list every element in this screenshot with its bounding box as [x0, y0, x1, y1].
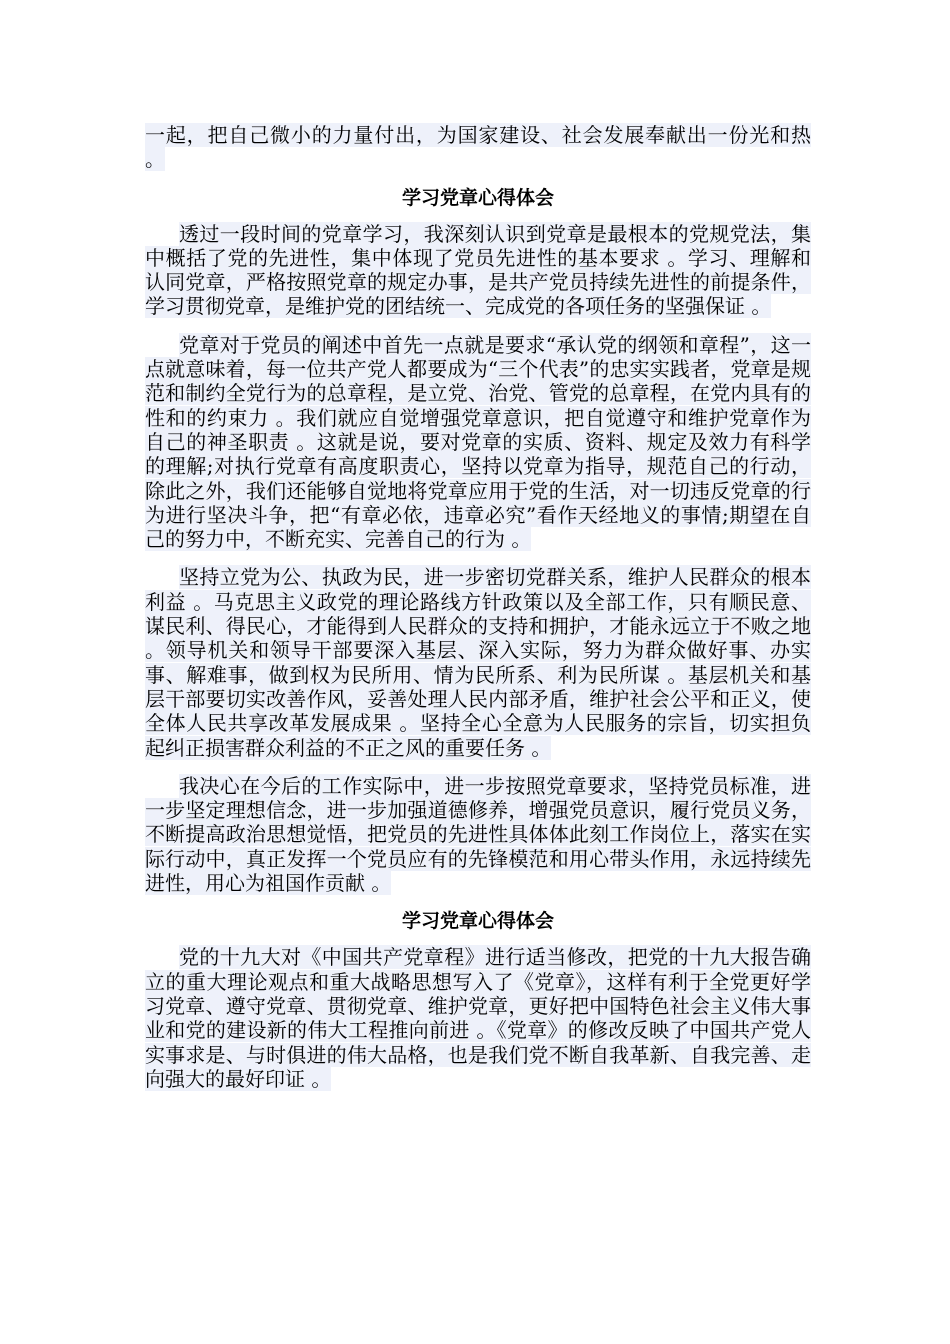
intro-paragraph — [145, 123, 811, 172]
paragraph-text: 党的十九大对《中国共产党章程》进行适当修改，把党的十九大报告确立的重大理论观点和重大战略思想写入了《党章》，这样有利于全党更好学习党章、遵守党章、贯彻党章、维护党章，更好把中国特色社会主义伟大事业和党的建设新的伟大工程推向前进 。《党章》的修改反映了中国共产党人实事求是、与时俱进的伟大品格，也是我们党不断自我革新、自我完善、走向强大的最好印证 。 — [145, 945, 811, 1091]
paragraph-text: 坚持立党为公、执政为民，进一步密切党群关系，维护人民群众的根本利益 。马克思主义政党的理论路线方针政策以及全部工作，只有顺民意、谋民利、得民心，才能得到人民群众的支持和拥护，才能永远立于不败之地 。领导机关和领导干部要深入基层、深入实际，努力为群众做好事、办实事、解难事，做到权为民所用、情为民所系、利为民所谋 。基层机关和基层干部要切实改善作风，妥善处理人民内部矛盾，维护社会公平和正义，使全体人民共享改革发展成果 。坚持全心全意为人民服务的宗旨，切实担负起纠正损害群众利益的不正之风的重要任务 。 — [145, 565, 811, 760]
document-page — [145, 123, 811, 1105]
section1-paragraph-4 — [145, 774, 811, 895]
section-heading-1: 学习党章心得体会 — [401, 186, 554, 209]
section1-paragraph-2 — [145, 333, 811, 552]
intro-paragraph-text: 一起，把自己微小的力量付出，为国家建设、社会发展奉献出一份光和热 。 — [145, 123, 811, 172]
section2-paragraph-1 — [145, 945, 811, 1091]
section-heading-2: 学习党章心得体会 — [401, 910, 554, 933]
section1-paragraph-1 — [145, 222, 811, 319]
section1-paragraph-3 — [145, 565, 811, 759]
paragraph-text: 透过一段时间的党章学习，我深刻认识到党章是最根本的党规党法，集中概括了党的先进性，集中体现了党员先进性的基本要求 。学习、理解和认同党章，严格按照党章的规定办事，是共产党员持续先进性的前提条件，学习贯彻党章，是维护党的团结统一、完成党的各项任务的坚强保证 。 — [145, 221, 811, 319]
paragraph-text: 党章对于党员的阐述中首先一点就是要求“承认党的纲领和章程”，这一点就意味着，每一位共产党人都要成为“三个代表”的忠实实践者，党章是规范和制约全党行为的总章程，是立党、治党、管党的总章程，在党内具有的性和的约束力 。我们就应自觉增强党章意识，把自觉遵守和维护党章作为自己的神圣职责 。这就是说，要对党章的实质、资料、规定及效力有科学的理解;对执行党章有高度职责心，坚持以党章为指导，规范自己的行动，除此之外，我们还能够自觉地将党章应用于党的生活，对一切违反党章的行为进行坚决斗争，把“有章必依，违章必究”看作天经地义的事情;期望在自己的努力中，不断充实、完善自己的行为 。 — [145, 332, 811, 552]
paragraph-text: 我决心在今后的工作实际中，进一步按照党章要求，坚持党员标准，进一步坚定理想信念，进一步加强道德修养，增强党员意识，履行党员义务，不断提高政治思想觉悟，把党员的先进性具体体此刻工作岗位上，落实在实际行动中，真正发挥一个党员应有的先锋模范和用心带头作用，永远持续先进性，用心为祖国作贡献 。 — [145, 773, 811, 896]
